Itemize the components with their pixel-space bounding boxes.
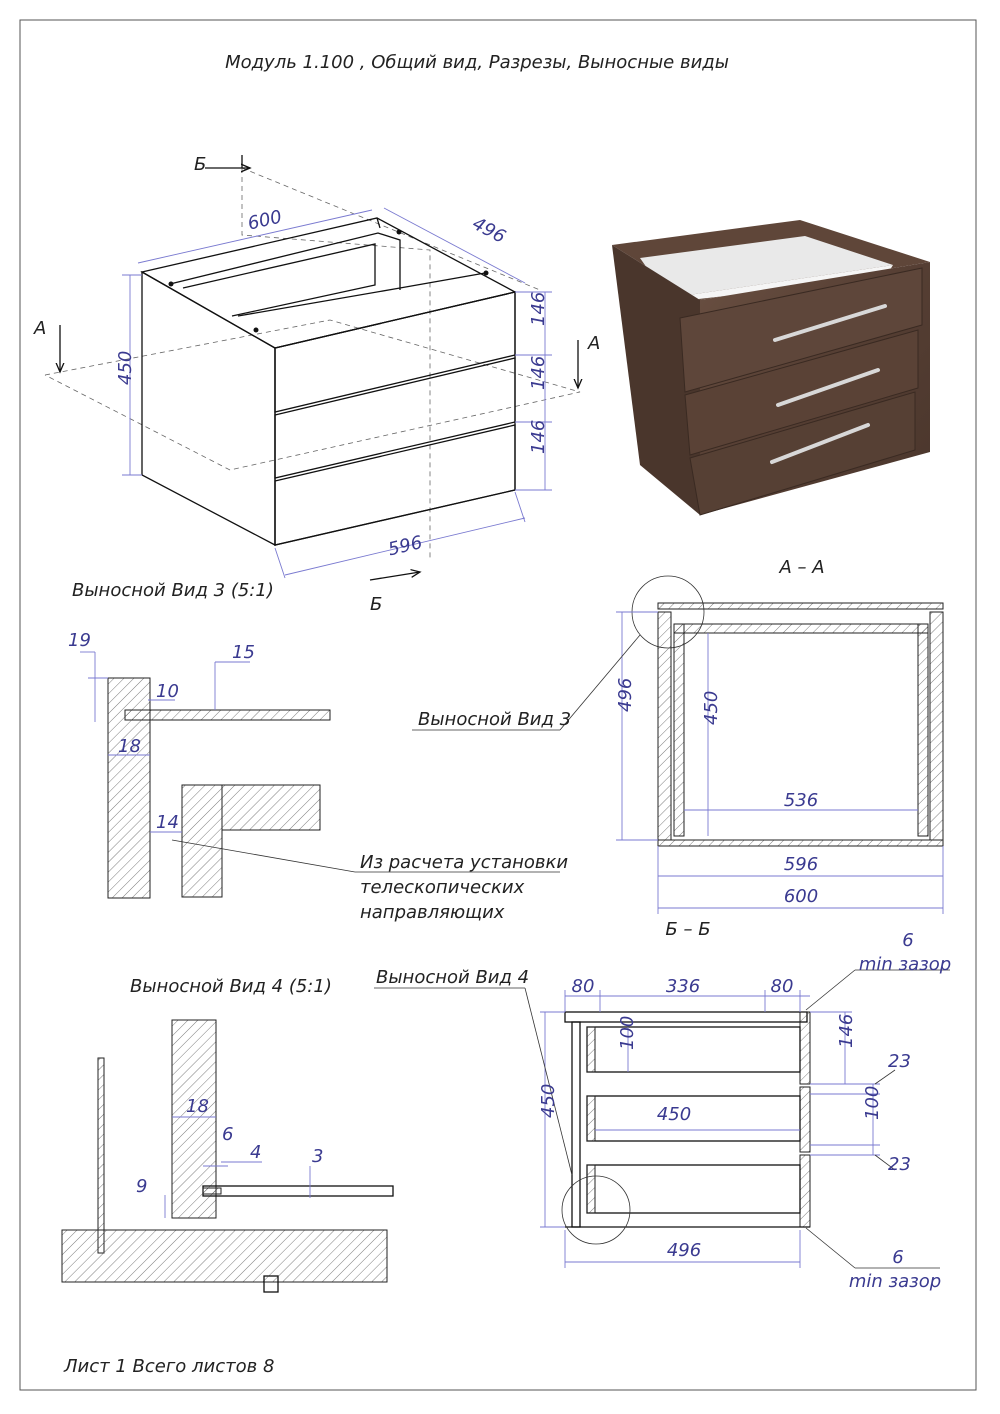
section-bb-callout: Выносной Вид 4 (376, 967, 530, 988)
dim-depth: 496 (468, 213, 510, 248)
rendered-cabinet-image (612, 220, 930, 515)
dim-width: 600 (245, 206, 284, 235)
section-aa-title: А – А (779, 557, 825, 578)
section-mark-b-top: Б (194, 154, 207, 175)
section-bb-dim-depth: 496 (666, 1240, 702, 1261)
section-mark-b-bottom: Б (370, 594, 383, 615)
detail4-title: Выносной Вид 4 (5:1) (130, 976, 332, 997)
section-bb-gap-bottom-value: 6 (892, 1247, 904, 1268)
section-aa-dim-drawer: 450 (701, 690, 722, 725)
section-bb-gap-top-text: min зазор (858, 954, 952, 975)
section-aa-dim-overall: 600 (783, 886, 819, 907)
section-bb-gap-top-value: 6 (902, 930, 914, 951)
detail3-dim-10: 10 (156, 681, 179, 702)
detail3-note-line1: Из расчета установки (360, 852, 569, 873)
detail3-note-line2: телескопических (360, 877, 525, 898)
section-bb-dim-middle: 336 (665, 976, 701, 997)
dim-height: 450 (115, 350, 136, 385)
detail4-dim-3: 3 (312, 1146, 324, 1167)
section-bb-dim-right: 80 (770, 976, 794, 997)
section-bb-title: Б – Б (665, 919, 711, 940)
dim-drawer2: 146 (528, 355, 549, 390)
section-mark-a-right: А (588, 333, 601, 354)
detail4-dim-9: 9 (136, 1176, 148, 1197)
dim-drawer3: 146 (528, 419, 549, 454)
detail3-dim-19: 19 (68, 630, 91, 651)
section-bb-gap-bottom-text: min зазор (848, 1271, 942, 1292)
detail3-dim-15: 15 (232, 642, 255, 663)
sheet-title: Модуль 1.100 , Общий вид, Разрезы, Выносные виды (225, 52, 729, 73)
detail3-dim-14: 14 (156, 812, 179, 833)
dim-drawer1: 146 (528, 291, 549, 326)
detail3-title: Выносной Вид 3 (5:1) (72, 580, 274, 601)
section-bb-dim-gap-mid: 100 (862, 1085, 883, 1120)
detail4-dim-6: 6 (222, 1124, 234, 1145)
section-aa-dim-inner: 536 (783, 790, 819, 811)
section-mark-a-left: А (34, 318, 47, 339)
section-bb-dim-left: 80 (571, 976, 595, 997)
section-bb-dim-drawer-h: 100 (617, 1015, 638, 1050)
section-aa-callout: Выносной Вид 3 (418, 709, 572, 730)
detail3-dim-18: 18 (118, 736, 141, 757)
detail3-note-line3: направляющих (360, 902, 505, 923)
dim-front-width: 596 (386, 532, 425, 561)
section-aa-dim-depth: 496 (615, 677, 636, 712)
sheet-footer: Лист 1 Всего листов 8 (64, 1356, 275, 1377)
detail4-dim-4: 4 (250, 1142, 262, 1163)
section-bb-dim-height: 450 (538, 1083, 559, 1118)
detail4-dim-18: 18 (186, 1096, 209, 1117)
section-bb-dim-drawer-depth: 450 (656, 1104, 692, 1125)
section-bb-dim-gap-bot: 23 (888, 1154, 911, 1175)
section-bb-dim-gap-top: 23 (888, 1051, 911, 1072)
detail4-drawing (62, 1020, 393, 1292)
section-bb-dim-front: 146 (836, 1013, 857, 1048)
section-aa-dim-front: 596 (783, 854, 819, 875)
